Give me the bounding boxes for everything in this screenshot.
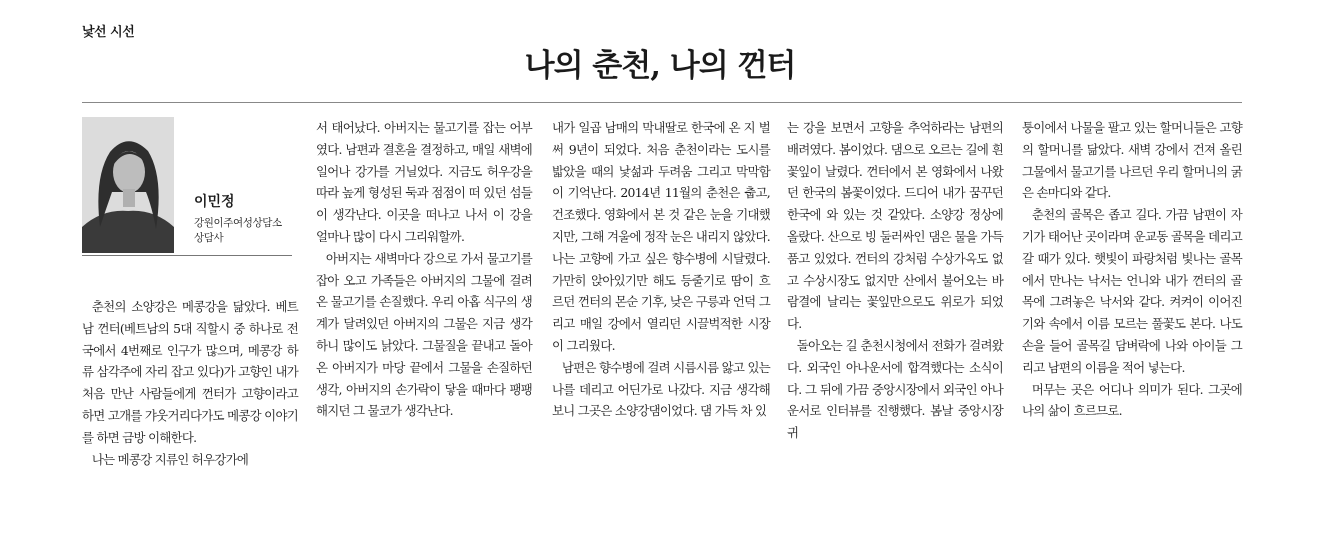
text-column-1: [82, 296, 298, 470]
paragraph: 나는 메콩강 지류인 허우강가에: [91, 451, 249, 467]
affiliation-line-1: 강원이주여성상담소: [194, 217, 282, 229]
paragraph: 돌아오는 길 춘천시청에서 전화가 걸려왔다. 외국인 아나운서에 합격했다는 소식이다. 그 뒤에 가끔 중앙시장에서 외국인 아나운서로 인터뷰를 진행했다. 봄날 중앙시장 귀: [787, 337, 1003, 441]
author-affiliation: [194, 216, 282, 246]
text-column-3: [552, 117, 770, 422]
section-label: 낯선 시선: [82, 25, 135, 40]
paragraph: 는 강을 보면서 고향을 추억하라는 남편의 배려였다. 봄이었다. 댐으로 오르는 길에 흰 꽃잎이 날렸다. 껀터에서 본 영화에서 나왔던 한국의 봄꽃이었다. 드디어 내가 꿈꾸던 한국에 와 있는 것 같았다. 소양강 정상에 올랐다. 산으로 빙 둘러싸인 댐은 물을 가득 품고 있었다. 껀터의 강처럼 수상가옥도 없고 수상시장도 없지만 산에서 불어오는 바람결에 날리는 꽃잎만으로도 위로가 되었다.: [787, 120, 1003, 332]
paragraph: 춘천의 소양강은 메콩강을 닮았다. 베트남 껀터(베트남의 5대 직할시 중 하나로 전국에서 4번째로 인구가 많으며, 메콩강 하류 삼각주에 자리 잡고 있다)가 고향인 내가 처음 만난 사람들에게 껀터가 고향이라고 하면 고개를 갸웃거리다가도 메콩강 이야기를 하면 금방 이해한다.: [82, 299, 298, 445]
text-column-5: [1022, 117, 1242, 422]
headline: 나의 춘천, 나의 껀터: [524, 48, 796, 84]
affiliation-line-2: 상담사: [194, 232, 224, 244]
text-column-2: [316, 117, 532, 422]
paragraph: 서 태어났다. 아버지는 물고기를 잡는 어부였다. 남편과 결혼을 결정하고, 매일 새벽에 일어나 강가를 거닐었다. 지금도 허우강을 따라 높게 형성된 둑과 점점이 떠 있던 섬들이 생각난다. 이곳을 떠나고 나서 이 강을 얼마나 많이 다시 그리워할까.: [316, 120, 532, 244]
author-name: 이민정: [194, 194, 235, 210]
paragraph: 남편은 향수병에 걸려 시름시름 앓고 있는 나를 데리고 어딘가로 나갔다. 지금 생각해 보니 그곳은 소양강댐이었다. 댐 가득 차 있: [552, 359, 770, 419]
paragraph: 퉁이에서 나물을 팔고 있는 할머니들은 고향의 할머니를 닮았다. 새벽 강에서 건져 올린 그물에서 물고기를 나르던 우리 할머니의 굵은 손마디와 같다.: [1022, 120, 1242, 201]
paragraph: 내가 일곱 남매의 막내딸로 한국에 온 지 벌써 9년이 되었다. 처음 춘천이라는 도시를 밟았을 때의 낯섦과 두려움 그리고 막막함이 기억난다. 2014년 11월의 춘천은 춥고, 건조했다. 영화에서 본 것 같은 눈을 기대했지만, 그해 겨울에 정작 눈은 내리지 않았다. 나는 고향에 가고 싶은 향수병에 시달렸다. 가만히 앉아있기만 해도 등줄기로 땀이 흐르던 껀터의 몬순 기후, 낮은 구릉과 언덕 그리고 매일 강에서 열리던 시끌벅적한 시장이 그리웠다.: [552, 120, 770, 353]
paragraph: 춘천의 골목은 좁고 길다. 가끔 남편이 자기가 태어난 곳이라며 운교동 골목을 데리고 갈 때가 있다. 햇빛이 파랑처럼 빛나는 골목에서 만나는 낙서는 언니와 내가 껀터의 골목에 그려놓은 낙서와 같다. 켜켜이 이어진 기와 속에서 이름 모르는 풀꽃도 본다. 나도 손을 들어 골목길 담벼락에 나와 아이들 그리고 남편의 이름을 적어 넣는다.: [1022, 207, 1242, 375]
header-divider: [82, 102, 1242, 103]
paragraph: 머무는 곳은 어디나 의미가 된다. 그곳에 나의 삶이 흐르므로.: [1022, 381, 1242, 419]
author-divider: [82, 255, 292, 256]
text-column-4: [787, 117, 1003, 444]
author-photo: [82, 117, 174, 253]
paragraph: 아버지는 새벽마다 강으로 가서 물고기를 잡아 오고 가족들은 아버지의 그물에 걸려온 물고기를 손질했다. 우리 아홉 식구의 생계가 달려있던 아버지의 그물은 지금 생각하니 많이도 낡았다. 그물질을 끝내고 돌아온 아버지가 마당 끝에서 그물을 손질하던 생각, 아버지의 손가락이 닿을 때마다 팽팽해지던 그 물코가 생각난다.: [316, 250, 532, 419]
